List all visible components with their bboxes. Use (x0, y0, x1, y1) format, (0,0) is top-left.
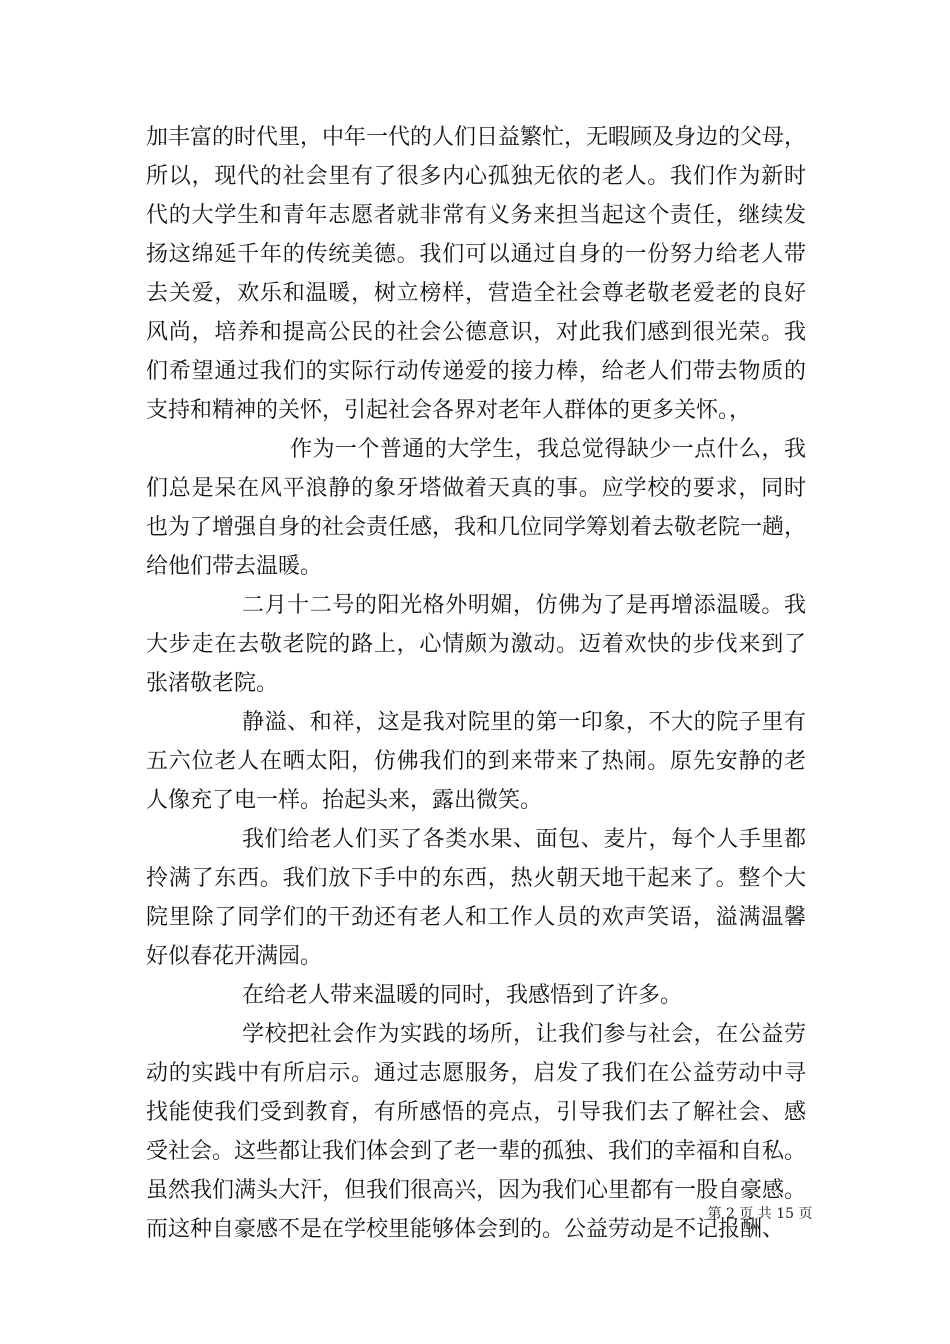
text-line: 张渚敬老院。 (146, 671, 279, 696)
text-line: 五六位老人在晒太阳，仿佛我们的到来带来了热闹。原先安静的老 (146, 749, 806, 774)
text-line: 代的大学生和青年志愿者就非常有义务来担当起这个责任，继续发 (146, 203, 806, 228)
text-line: 们希望通过我们的实际行动传递爱的接力棒，给老人们带去物质的 (146, 359, 806, 384)
text-line: 们总是呆在风平浪静的象牙塔做着天真的事。应学校的要求，同时 (146, 476, 806, 501)
paragraph (146, 586, 806, 703)
paragraph (146, 976, 806, 1015)
text-line: 也为了增强自身的社会责任感，我和几位同学筹划着去敬老院一趟， (146, 515, 807, 540)
document-body (146, 118, 806, 1249)
text-line: 在给老人带来温暖的同时，我感悟到了许多。 (242, 983, 683, 1008)
paragraph (146, 703, 806, 820)
text-line: 院里除了同学们的干劲还有老人和工作人员的欢声笑语，溢满温馨 (146, 905, 806, 930)
text-line: 找能使我们受到教育，有所感悟的亮点，引导我们去了解社会、感 (146, 1100, 806, 1125)
text-line: 我们给老人们买了各类水果、面包、麦片，每个人手里都 (242, 827, 806, 852)
text-line: 受社会。这些都让我们体会到了老一辈的孤独、我们的幸福和自私。 (146, 1139, 807, 1164)
page-number-label: 第 2 页 共 15 页 (707, 1206, 813, 1222)
text-line: 加丰富的时代里，中年一代的人们日益繁忙，无暇顾及身边的父母， (146, 125, 807, 150)
paragraph (146, 118, 806, 430)
text-line: 学校把社会作为实践的场所，让我们参与社会，在公益劳 (242, 1022, 806, 1047)
text-line: 支持和精神的关怀，引起社会各界对老年人群体的更多关怀。， (146, 398, 752, 423)
text-line: 人像充了电一样。抬起头来，露出微笑。 (146, 788, 543, 813)
text-line: 拎满了东西。我们放下手中的东西，热火朝天地干起来了。整个大 (146, 866, 806, 891)
text-line: 虽然我们满头大汗，但我们很高兴，因为我们心里都有一股自豪感。 (146, 1178, 807, 1203)
text-line: 大步走在去敬老院的路上，心情颇为激动。迈着欢快的步伐来到了 (146, 632, 806, 657)
text-line: 动的实践中有所启示。通过志愿服务，启发了我们在公益劳动中寻 (146, 1061, 806, 1086)
text-line: 风尚，培养和提高公民的社会公德意识，对此我们感到很光荣。我 (146, 320, 806, 345)
paragraph (146, 820, 806, 976)
text-line: 好似春花开满园。 (146, 944, 323, 969)
text-line: 作为一个普通的大学生，我总觉得缺少一点什么，我 (290, 437, 806, 462)
text-line: 所以，现代的社会里有了很多内心孤独无依的老人。我们作为新时 (146, 164, 806, 189)
text-line: 扬这绵延千年的传统美德。我们可以通过自身的一份努力给老人带 (146, 242, 806, 267)
text-line: 而这种自豪感不是在学校里能够体会到的。公益劳动是不记报酬、 (146, 1217, 785, 1242)
text-line: 静溢、和祥，这是我对院里的第一印象，不大的院子里有 (242, 710, 806, 735)
text-line: 去关爱，欢乐和温暖，树立榜样，营造全社会尊老敬老爱老的良好 (146, 281, 806, 306)
page-footer (0, 1203, 950, 1223)
text-line: 二月十二号的阳光格外明媚，仿佛为了是再增添温暖。我 (242, 593, 806, 618)
paragraph (146, 430, 806, 586)
text-line: 给他们带去温暖。 (146, 554, 323, 579)
